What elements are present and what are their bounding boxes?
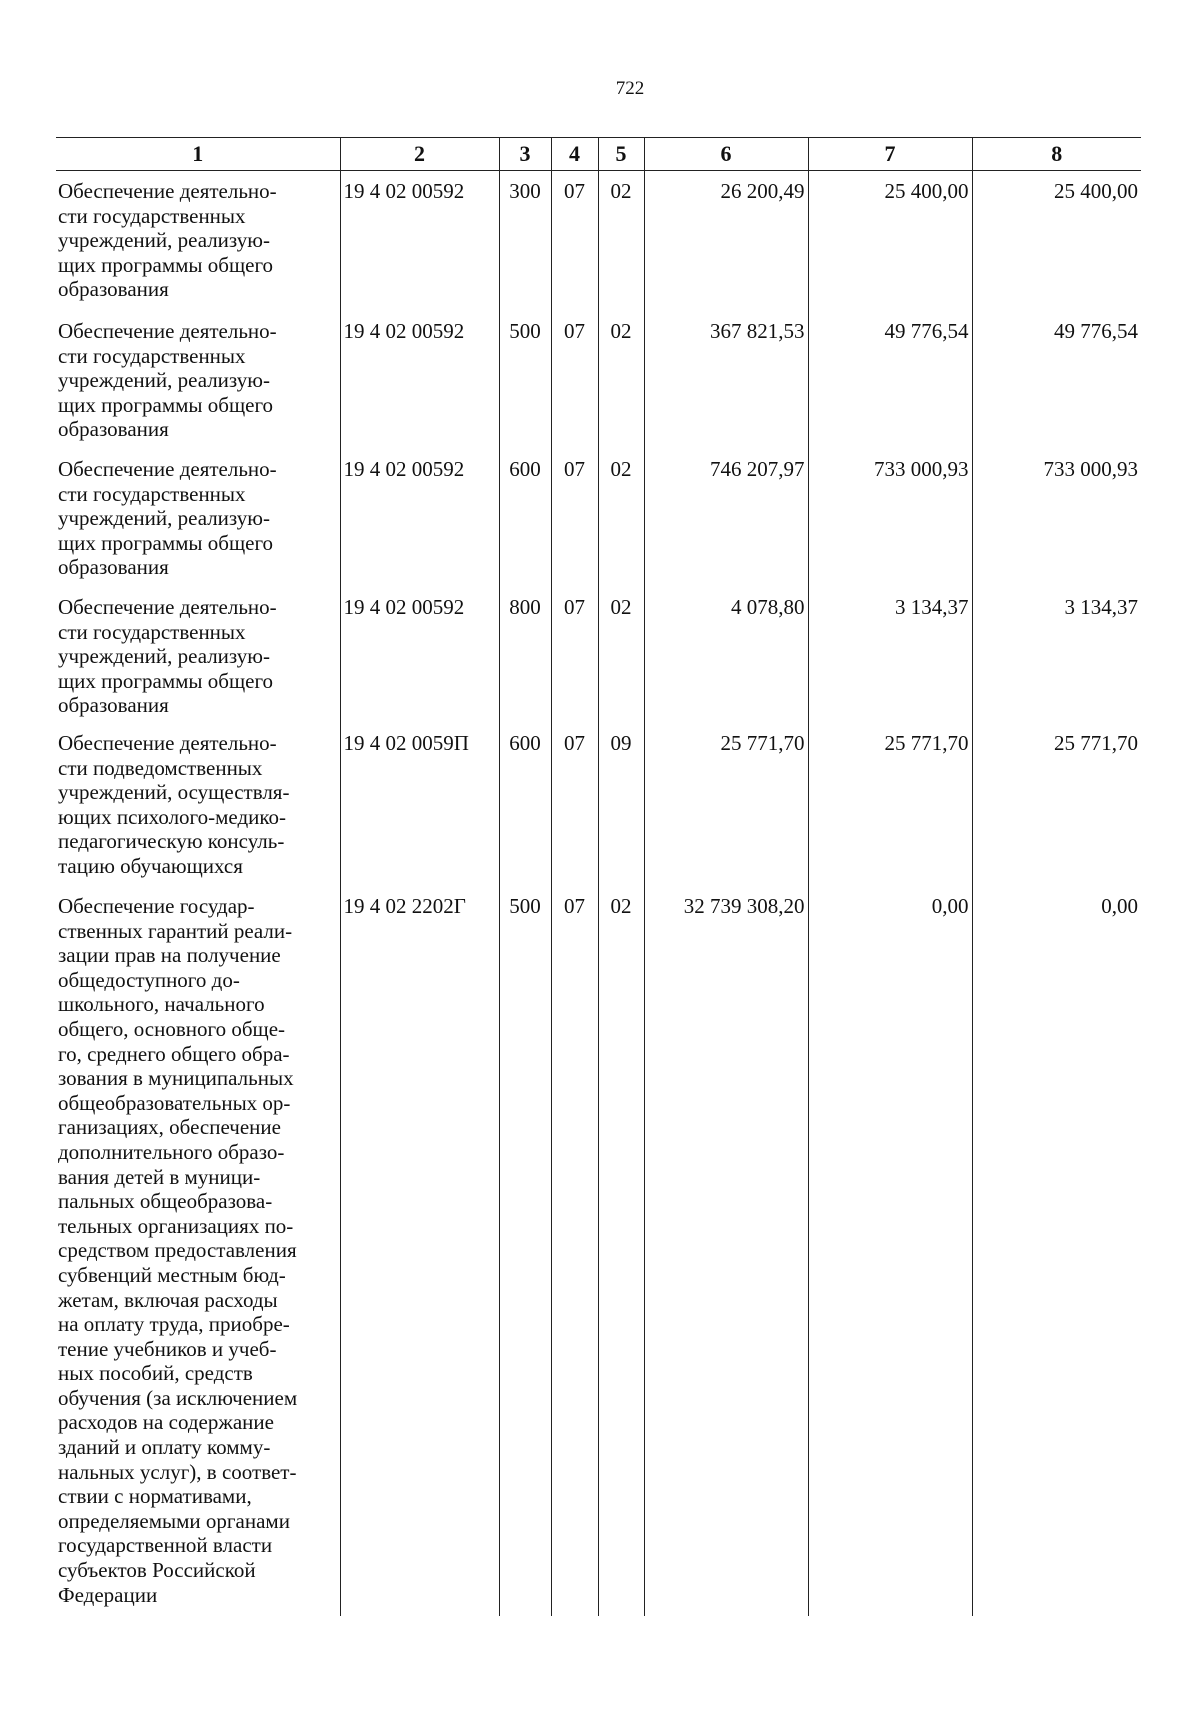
page-number: 722: [615, 78, 645, 99]
row-col3: 300: [499, 171, 551, 312]
row-description: Обеспечение деятельно- сти государственных учреждений, реализую- щих программы общего образования: [58, 319, 277, 442]
row-col4: 07: [551, 886, 598, 1616]
row-col6: 367 821,53: [644, 311, 808, 449]
column-header: 3: [499, 138, 551, 171]
table-row: [56, 587, 1141, 723]
table-row: [56, 723, 1141, 886]
row-description: Обеспечение деятельно- сти государственных учреждений, реализую- щих программы общего образования: [58, 179, 277, 302]
row-col5: 02: [598, 171, 644, 312]
row-col5: 02: [598, 449, 644, 587]
row-col6: 26 200,49: [644, 171, 808, 312]
row-code: 19 4 02 00592: [340, 311, 499, 449]
row-col6: 746 207,97: [644, 449, 808, 587]
row-col8: 49 776,54: [972, 311, 1141, 449]
row-col6: 25 771,70: [644, 723, 808, 886]
row-col5: 02: [598, 886, 644, 1616]
row-description: Обеспечение деятельно- сти государственных учреждений, реализую- щих программы общего образования: [58, 595, 277, 718]
row-col8: 25 771,70: [972, 723, 1141, 886]
row-col6: 32 739 308,20: [644, 886, 808, 1616]
column-header: 8: [972, 138, 1141, 171]
row-code: 19 4 02 00592: [340, 449, 499, 587]
row-col5: 02: [598, 311, 644, 449]
row-code: 19 4 02 2202Г: [340, 886, 499, 1616]
column-header: 2: [340, 138, 499, 171]
row-col3: 800: [499, 587, 551, 723]
table-row: [56, 311, 1141, 449]
row-col8: 3 134,37: [972, 587, 1141, 723]
row-col7: 49 776,54: [808, 311, 972, 449]
column-header: 4: [551, 138, 598, 171]
column-header: 5: [598, 138, 644, 171]
table-row: [56, 449, 1141, 587]
row-code: 19 4 02 00592: [340, 171, 499, 312]
column-header: 6: [644, 138, 808, 171]
row-col8: 0,00: [972, 886, 1141, 1616]
row-col4: 07: [551, 723, 598, 886]
row-col5: 09: [598, 723, 644, 886]
table-header-row: [56, 138, 1141, 171]
row-col4: 07: [551, 449, 598, 587]
row-code: 19 4 02 0059П: [340, 723, 499, 886]
table-row: [56, 886, 1141, 1616]
row-description: Обеспечение деятельно- сти подведомственных учреждений, осуществля- ющих психолого-медико- педагогическую консуль- тацию обучающихся: [58, 731, 290, 878]
row-col4: 07: [551, 587, 598, 723]
row-description: Обеспечение деятельно- сти государственных учреждений, реализую- щих программы общего образования: [58, 457, 277, 580]
row-col3: 500: [499, 311, 551, 449]
row-col6: 4 078,80: [644, 587, 808, 723]
row-col7: 3 134,37: [808, 587, 972, 723]
row-col7: 25 400,00: [808, 171, 972, 312]
row-col8: 25 400,00: [972, 171, 1141, 312]
row-col5: 02: [598, 587, 644, 723]
row-description: Обеспечение государ- ственных гарантий реали- зации прав на получение общедоступного до- школьного, начального общего, основного обще- го, среднего общего обра- зования в муниципальных общеобразовательных ор- ганизациях, обеспечение дополнительного образо- вания детей в муници- пальных общеобразова- тельных организациях по- средством предоставления субвенций местным бюд- жетам, включая расходы на оплату труда, приобре- тение учебников и учеб- ных пособий, средств обучения (за исключением расходов на содержание зданий и оплату комму- нальных услуг), в соответ- ствии с нормативами, определяемыми органами государственной власти субъектов Российской Федерации: [58, 894, 298, 1607]
row-col7: 733 000,93: [808, 449, 972, 587]
row-col3: 600: [499, 723, 551, 886]
table-row: [56, 171, 1141, 312]
row-col3: 600: [499, 449, 551, 587]
row-col4: 07: [551, 171, 598, 312]
row-col3: 500: [499, 886, 551, 1616]
column-header: 1: [56, 138, 340, 171]
row-col4: 07: [551, 311, 598, 449]
row-code: 19 4 02 00592: [340, 587, 499, 723]
row-col7: 25 771,70: [808, 723, 972, 886]
column-header: 7: [808, 138, 972, 171]
budget-table: [56, 137, 1141, 1616]
row-col7: 0,00: [808, 886, 972, 1616]
row-col8: 733 000,93: [972, 449, 1141, 587]
